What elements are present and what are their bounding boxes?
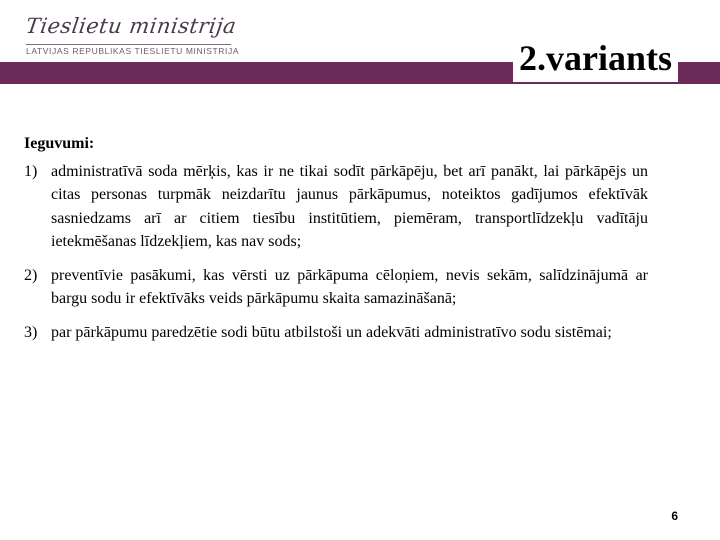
list-item-text: preventīvie pasākumi, kas vērsti uz pārkāpuma cēloņiem, nevis sekām, salīdzinājumā ar bargu sodu ir efektīvāks veids pārkāpumu skaita samazināšanā;: [51, 266, 648, 307]
logo-caption: LATVIJAS REPUBLIKAS TIESLIETU MINISTRIJA: [26, 46, 240, 56]
slide-content: [24, 132, 648, 354]
list-item: [24, 321, 648, 345]
logo-script-text: Tieslietu ministrija: [24, 14, 238, 38]
logo-divider: [26, 44, 231, 45]
page-number: 6: [671, 509, 678, 523]
list-item: [24, 160, 648, 254]
list-item: [24, 264, 648, 311]
list-item-text: administratīvā soda mērķis, kas ir ne tikai sodīt pārkāpēju, bet arī panākt, lai pārkāpējs un citas personas turpmāk neizdarītu jaunus pārkāpumus, noteiktos gadījumos efektīvāk sasniedzams arī ar citiem tiesību institūtiem, piemēram, transportlīdzekļu vadītāju ietekmēšanas līdzekļiem, kas nav sods;: [51, 162, 648, 250]
list-item-number: 1): [24, 162, 38, 180]
slide-title: 2.variants: [513, 36, 678, 82]
content-heading: Ieguvumi:: [24, 135, 95, 152]
benefits-list: [24, 160, 648, 345]
list-item-text: par pārkāpumu paredzētie sodi būtu atbilstoši un adekvāti administratīvo sodu sistēmai;: [51, 323, 612, 341]
list-item-number: 2): [24, 266, 38, 284]
list-item-number: 3): [24, 323, 38, 341]
